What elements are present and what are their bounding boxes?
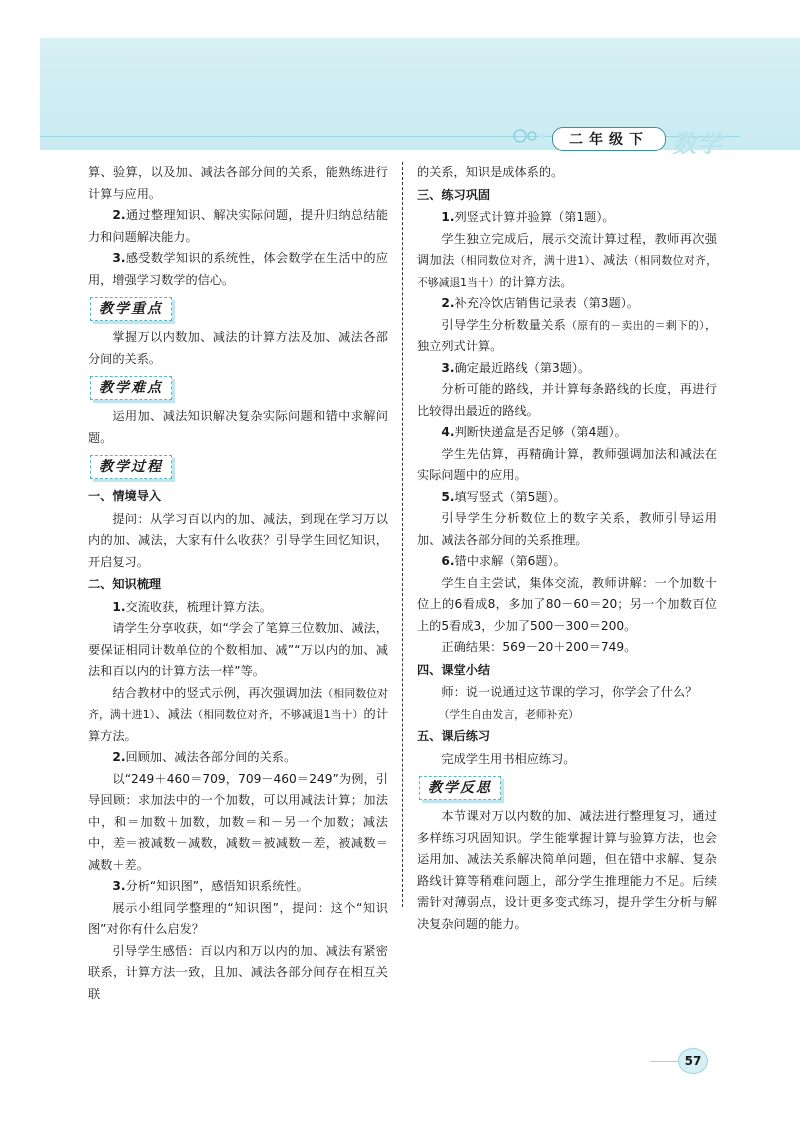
review-item-1-title: 交流收获，梳理计算方法。 [125, 599, 272, 614]
section-tag-focus: 教学重点 [90, 297, 172, 321]
review-item-3-number: 3. [112, 879, 126, 893]
reflection-text: 本节课对万以内数的加、减法进行整理复习，通过多样练习巩固知识。学生能掌握计算与验算方法，也会运用加、减法关系解决简单问题，但在错中求解、复杂路线计算等稍难问题上，部分学生推理能力不足。后续需针对薄弱点，设计更多变式练习，提升学生分析与解决复杂问题的能力。 [417, 809, 717, 931]
continued-text: 的关系，知识是成体系的。 [417, 165, 564, 179]
homework-text: 完成学生用书相应练习。 [441, 751, 576, 766]
section-heading-practice: 三、练习巩固 [417, 187, 491, 202]
text-span: 、减法 [590, 253, 629, 267]
exercise-6-result: 正确结果：569－20＋200＝749。 [441, 640, 637, 654]
exercise-5-number: 5. [441, 489, 455, 504]
exercise-6-text: 学生自主尝试，集体交流，教师讲解：一个加数十位上的6看成8，多加了80－60＝20；另一个加数百位上的5看成3，少加了500－300＝200。 [417, 575, 717, 633]
exercise-2-title: 补充冷饮店销售记录表（第3题）。 [454, 296, 639, 310]
note-span: （相同数位对齐，不够减退1当十） [192, 708, 364, 721]
goal-3-text: 感受数学知识的系统性，体会数学在生活中的应用，增强学习数学的信心。 [88, 251, 388, 287]
review-item-2-text: 以“249＋460＝709，709－460＝249”为例，引导回顾：求加法中的一个加数，可以用减法计算；加法中，和＝加数＋加数，加数＝和－另一个加数；减法中，差＝被减数－减数，减数＝被减数－差，被减数＝减数＋差。 [88, 771, 388, 872]
exercise-5 [417, 487, 717, 509]
section-tag-difficulty: 教学难点 [90, 376, 172, 400]
text-span: 学生独立完成后，展示交流计算过程，教师再次强调加法 [417, 231, 717, 267]
exercise-1-text [417, 229, 717, 294]
section-heading-summary: 四、课堂小结 [417, 662, 491, 677]
goal-3-number: 3. [112, 251, 126, 265]
section-heading-review: 二、知识梳理 [88, 577, 162, 591]
exercise-5-text: 引导学生分析数位上的数字关系，教师引导运用加、减法各部分间的关系推理。 [417, 511, 717, 547]
decorative-circles-icon [510, 126, 550, 146]
text-span: 的计算方法。 [88, 707, 389, 743]
exercise-5-title: 填写竖式（第5题）。 [454, 489, 566, 504]
column-divider [402, 162, 403, 907]
exercise-2 [417, 293, 717, 315]
exercise-6-number: 6. [441, 554, 455, 568]
exercise-4-title: 判断快递盒是否足够（第4题）。 [454, 425, 627, 439]
review-item-3 [88, 876, 388, 898]
page-number: 57 [678, 1048, 708, 1074]
exercise-2-text [417, 315, 717, 358]
review-item-1-text: 请学生分享收获，如“学会了笔算三位数加、减法，要保证相同计数单位的个数相加、减”“万以内的加、减法和百以内的计算方法一样”等。 [88, 621, 388, 678]
focus-text: 掌握万以内数加、减法的计算方法及加、减法各部分间的关系。 [88, 330, 388, 366]
exercise-4-number: 4. [441, 425, 455, 439]
text-span: 引导学生分析数量关系 [441, 317, 567, 332]
exercise-6-title: 错中求解（第6题）。 [454, 554, 566, 568]
section-heading-intro: 一、情境导入 [88, 489, 162, 503]
review-item-1-text-b [88, 683, 388, 748]
review-item-3-text: 展示小组同学整理的“知识图”，提问：这个“知识图”对你有什么启发？ [88, 900, 388, 936]
right-column [417, 162, 717, 935]
goal-2 [88, 205, 388, 248]
text-span: 结合教材中的竖式示例，再次强调加法 [112, 685, 323, 700]
exercise-3 [417, 358, 717, 380]
section-tag-reflection: 教学反思 [419, 776, 501, 800]
text-span: ，独立列式计算。 [417, 317, 718, 353]
section-heading-homework: 五、课后练习 [417, 729, 491, 743]
grade-label: 二年级下 [552, 127, 666, 151]
exercise-6 [417, 551, 717, 573]
note-span: （相同数位对齐，不够减退1当十） [417, 254, 718, 289]
review-item-2-number: 2. [112, 750, 126, 764]
review-item-1-number: 1. [112, 599, 126, 614]
text-span: 、减法 [155, 707, 193, 721]
review-item-3-title: 分析“知识图”，感悟知识系统性。 [125, 879, 309, 893]
exercise-1-number: 1. [441, 210, 455, 224]
exercise-2-number: 2. [441, 296, 455, 310]
goal-1-text: 算、验算，以及加、减法各部分间的关系，能熟练进行计算与应用。 [88, 165, 388, 201]
review-item-1 [88, 597, 388, 619]
exercise-1-title: 列竖式计算并验算（第1题）。 [454, 210, 615, 224]
review-item-3-text-b: 引导学生感悟：百以内和万以内的加、减法有紧密联系，计算方法一致，且加、减法各部分间存在相互关联 [88, 943, 388, 1001]
review-item-2 [88, 747, 388, 769]
exercise-3-number: 3. [441, 360, 455, 375]
section-tag-process: 教学过程 [90, 455, 172, 479]
exercise-4-text: 学生先估算，再精确计算，教师强调加法和减法在实际问题中的应用。 [417, 446, 717, 482]
intro-text: 提问：从学习百以内的加、减法，到现在学习万以内的加、减法，大家有什么收获？引导学生回忆知识，开启复习。 [88, 511, 388, 569]
note-span: （原有的－卖出的＝剩下的） [566, 318, 705, 332]
exercise-3-title: 确定最近路线（第3题）。 [454, 360, 591, 375]
difficulty-text: 运用加、减法知识解决复杂实际问题和错中求解问题。 [88, 409, 388, 445]
left-column [88, 162, 388, 1005]
summary-note: （学生自由发言，老师补充） [438, 707, 579, 721]
page-number-badge [650, 1048, 730, 1072]
review-item-2-title: 回顾加、减法各部分间的关系。 [125, 750, 297, 764]
subject-title: 数学 [672, 130, 722, 158]
exercise-4 [417, 422, 717, 444]
text-span: 的计算方法。 [499, 274, 573, 289]
note-span: （相同数位对齐，满十进1） [454, 254, 591, 267]
exercise-3-text: 分析可能的路线，并计算每条路线的长度，再进行比较得出最近的路线。 [417, 382, 717, 418]
summary-text: 师：说一说通过这节课的学习，你学会了什么？ [441, 685, 698, 699]
goal-2-text: 通过整理知识、解决实际问题，提升归纳总结能力和问题解决能力。 [88, 208, 388, 244]
goal-2-number: 2. [112, 208, 126, 222]
page-number-rule [650, 1061, 680, 1062]
note-span: （相同数位对齐，满十进1） [88, 686, 389, 721]
goal-3 [88, 248, 388, 291]
exercise-1 [417, 207, 717, 229]
